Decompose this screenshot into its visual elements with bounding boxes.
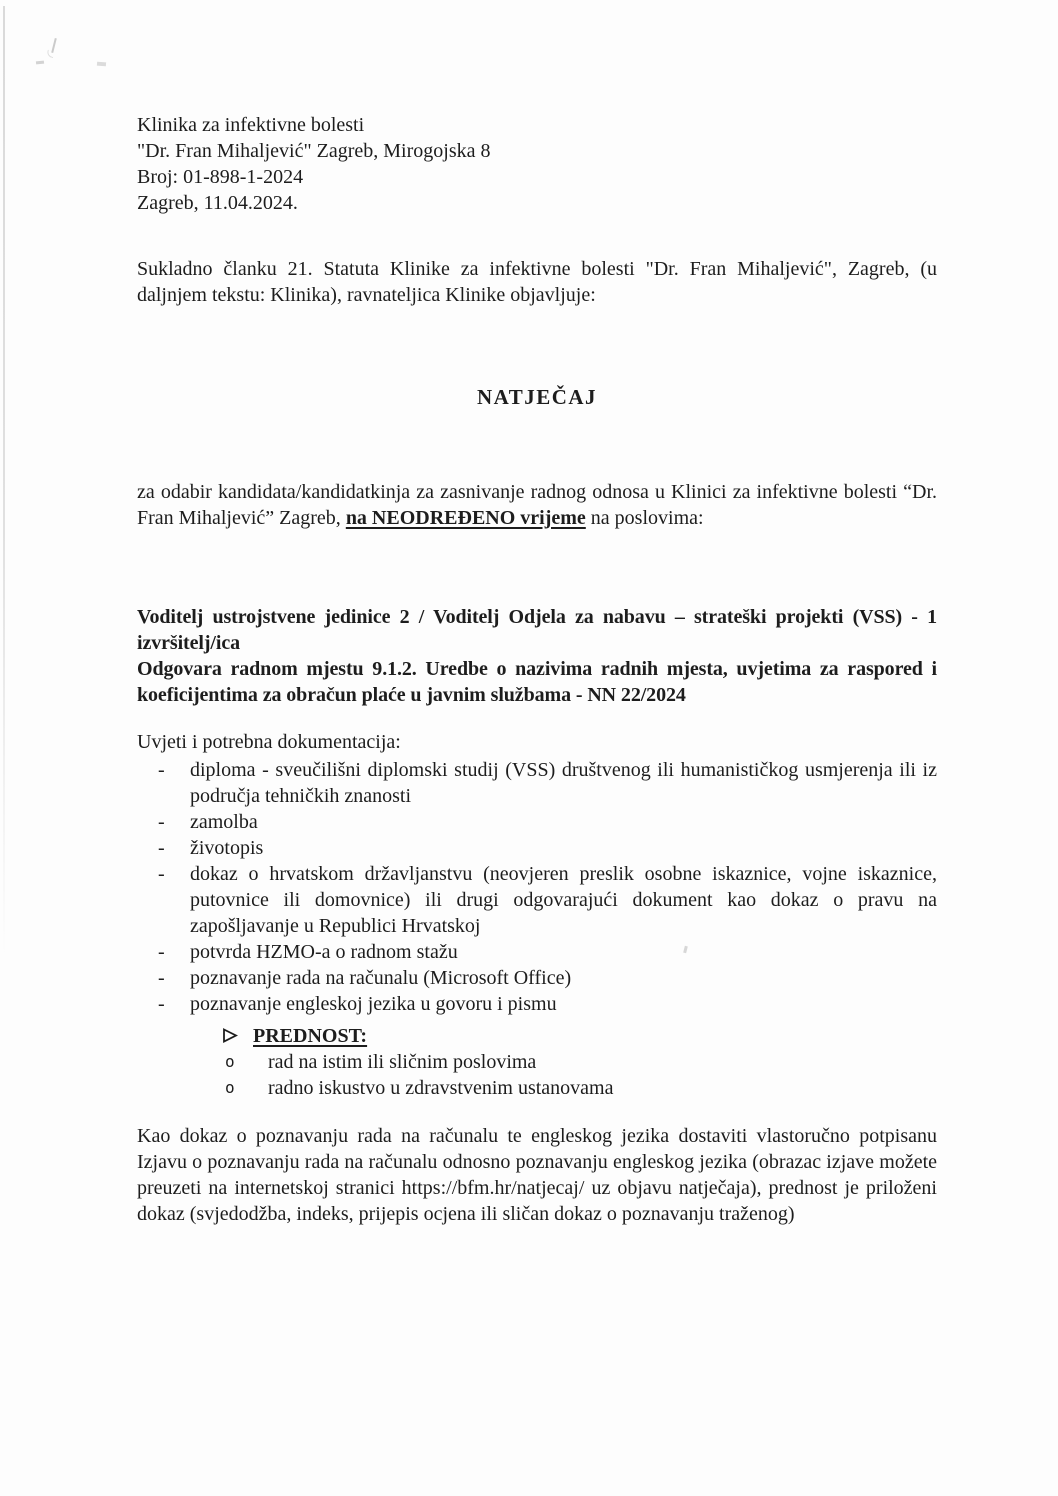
subject-paragraph — [137, 479, 937, 531]
list-item — [137, 861, 937, 939]
scan-scribble-artifact — [36, 61, 44, 65]
letterhead — [137, 112, 937, 216]
subject-emphasis: na NEODREĐENO vrijeme — [345, 507, 586, 529]
dash-bullet-icon: - — [158, 759, 165, 781]
dash-bullet-icon: - — [158, 863, 165, 885]
dash-bullet-icon: - — [158, 993, 165, 1015]
document-content — [137, 0, 937, 1227]
position-title: Voditelj ustrojstvene jedinice 2 / Voditelj Odjela za nabavu – strateški projekti (VSS) - 1 izvršitelj/ica — [137, 606, 937, 654]
position-block — [137, 604, 937, 708]
circle-bullet-icon: o — [225, 1078, 235, 1097]
scan-scribble-artifact — [97, 62, 106, 67]
advantage-block — [137, 1023, 937, 1101]
list-item-text: životopis — [190, 837, 264, 859]
list-item — [137, 809, 937, 835]
reference-number-line: Broj: 01-898-1-2024 — [137, 166, 304, 188]
list-item — [137, 1049, 937, 1075]
list-item-text: rad na istim ili sličnim poslovima — [268, 1051, 537, 1073]
list-item — [137, 965, 937, 991]
position-regulation: Odgovara radnom mjestu 9.1.2. Uredbe o nazivima radnih mjesta, uvjetima za raspored i koeficijentima za obračun plaće u javnim službama - NN 22/2024 — [137, 658, 937, 706]
subject-suffix: na poslovima: — [585, 507, 704, 529]
scan-scribble-artifact — [51, 38, 57, 53]
list-item-text: potvrda HZMO-a o radnom stažu — [190, 941, 458, 963]
list-item — [137, 757, 937, 809]
advantage-heading-row — [137, 1023, 937, 1049]
list-item-text: poznavanje engleskoj jezika u govoru i pismu — [190, 993, 557, 1015]
dash-bullet-icon: - — [158, 941, 165, 963]
list-item-text: dokaz o hrvatskom državljanstvu (neovjeren preslik osobne iskaznice, vojne iskaznice, putovnice ili domovnice) ili drugi odgovarajući dokument kao dokaz o pravu na zapošljavanje u Republici Hrvatskoj — [190, 863, 937, 937]
requirements-list — [137, 757, 937, 1017]
list-item-text: radno iskustvo u zdravstvenim ustanovama — [268, 1077, 614, 1099]
subject-prefix: za odabir kandidata/kandidatkinja za zasnivanje radnog odnosa u Klinici za infektivne bolesti “Dr. Fran Mihaljević” Zagreb, — [137, 481, 937, 529]
dash-bullet-icon: - — [158, 967, 165, 989]
intro-paragraph: Sukladno članku 21. Statuta Klinike za infektivne bolesti "Dr. Fran Mihaljević", Zagreb, (u daljnjem tekstu: Klinika), ravnateljica Klinike objavljuje: — [137, 258, 937, 306]
dash-bullet-icon: - — [158, 811, 165, 833]
list-item-text: diploma - sveučilišni diplomski studij (VSS) društvenog ili humanističkog usmjerenja ili iz područja tehničkih znanosti — [190, 759, 937, 807]
list-item — [137, 991, 937, 1017]
list-item — [137, 939, 937, 965]
list-item-text: poznavanje rada na računalu (Microsoft Office) — [190, 967, 572, 989]
list-item-text: zamolba — [190, 811, 258, 833]
requirements-heading: Uvjeti i potrebna dokumentacija: — [137, 731, 401, 753]
title-row — [137, 384, 937, 411]
dash-bullet-icon: - — [158, 837, 165, 859]
place-date-line: Zagreb, 11.04.2024. — [137, 192, 298, 214]
list-item — [137, 835, 937, 861]
circle-bullet-icon: o — [225, 1052, 235, 1071]
clinic-name-line: Klinika za infektivne bolesti — [137, 114, 365, 136]
list-item — [137, 1075, 937, 1101]
advantage-heading: PREDNOST: — [253, 1025, 368, 1047]
scan-edge-artifact — [3, 6, 5, 956]
page-title: NATJEČAJ — [476, 385, 598, 409]
note-paragraph: Kao dokaz o poznavanju rada na računalu te engleskog jezika dostaviti vlastoručno potpisanu Izjavu o poznavanju rada na računalu odnosno poznavanju engleskog jezika (obrazac izjave možete preuzeti na internetskoj stranici https://bfm.hr/natjecaj/ uz objavu natječaja), prednost je priloženi dokaz (svjedodžba, indeks, prijepis ocjena ili sličan dokaz o poznavanju traženog) — [137, 1125, 937, 1225]
arrowhead-right-icon — [222, 1024, 253, 1050]
clinic-address-line: "Dr. Fran Mihaljević" Zagreb, Mirogojska 8 — [137, 140, 491, 162]
